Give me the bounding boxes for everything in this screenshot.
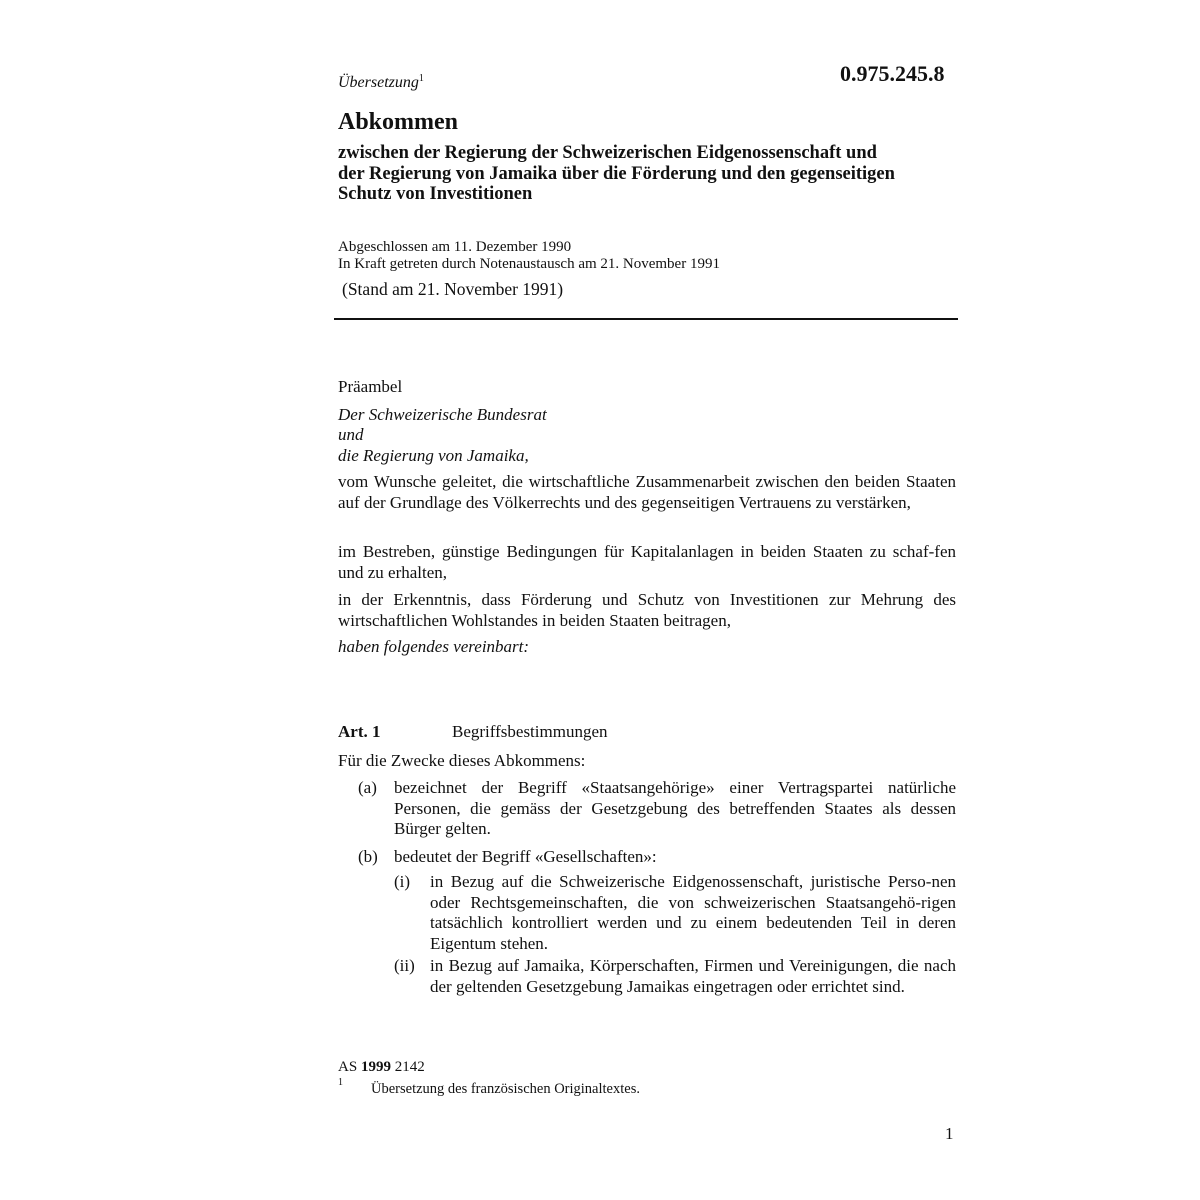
item-b-ii-label: (ii) bbox=[394, 956, 415, 975]
document-title: Abkommen bbox=[338, 109, 459, 135]
as-page: 2142 bbox=[394, 1059, 425, 1075]
page-number: 1 bbox=[945, 1124, 954, 1143]
preamble-paragraph-1: vom Wunsche geleitet, die wirtschaftliche Zusammenarbeit zwischen den beiden Staaten auf der Grundlage des Völkerrechts und des gegenseitigen Vertrauens zu verstärken, bbox=[338, 472, 956, 512]
in-force-date: In Kraft getreten durch Notenaustausch am 21. November 1991 bbox=[338, 256, 720, 272]
article-number: Art. 1 bbox=[338, 722, 381, 741]
document-subtitle: zwischen der Regierung der Schweizerischen Eidgenossenschaft und der Regierung von Jamaika über die Förderung und den gegenseitigen Schutz von Investitionen bbox=[338, 143, 895, 204]
as-year: 1999 bbox=[360, 1059, 391, 1075]
preamble-paragraph-3: in der Erkenntnis, dass Förderung und Schutz von Investitionen zur Mehrung des wirtschaftlichen Wohlstandes in beiden Staaten beitragen, bbox=[338, 590, 956, 630]
item-b-label: (b) bbox=[358, 847, 378, 866]
footnote-ref[interactable]: 1 bbox=[418, 73, 424, 84]
translation-label bbox=[338, 74, 424, 92]
item-b-text: bedeutet der Begriff «Gesellschaften»: bbox=[394, 847, 657, 866]
as-prefix: AS bbox=[338, 1059, 358, 1075]
party-2: die Regierung von Jamaika, bbox=[338, 446, 529, 465]
sr-number: 0.975.245.8 bbox=[840, 61, 945, 86]
translation-label-text: Übersetzung bbox=[338, 74, 419, 91]
item-b-i-text: in Bezug auf die Schweizerische Eidgenossenschaft, juristische Perso-nen oder Rechtsgemeinschaften, die von schweizerischen Staatsangehö-rigen tatsächlich kontrolliert werden und zu einem bedeutenden Teil in deren Eigentum stehen. bbox=[430, 872, 956, 953]
item-b-i-label: (i) bbox=[394, 872, 411, 891]
footnote-number: 1 bbox=[338, 1077, 343, 1088]
official-collection-reference bbox=[338, 1059, 425, 1076]
preamble-closing: haben folgendes vereinbart: bbox=[338, 637, 530, 656]
preamble-heading: Präambel bbox=[338, 377, 403, 396]
item-a-label: (a) bbox=[358, 778, 377, 797]
article-title: Begriffsbestimmungen bbox=[452, 722, 608, 741]
header-divider bbox=[334, 318, 958, 320]
party-1: Der Schweizerische Bundesrat bbox=[338, 405, 547, 424]
article-intro: Für die Zwecke dieses Abkommens: bbox=[338, 751, 586, 770]
preamble-paragraph-2: im Bestreben, günstige Bedingungen für Kapitalanlagen in beiden Staaten zu schaf-fen und zu erhalten, bbox=[338, 542, 956, 582]
item-b-ii-text: in Bezug auf Jamaika, Körperschaften, Firmen und Vereinigungen, die nach der geltenden Gesetzgebung Jamaikas eingetragen oder errichtet sind. bbox=[430, 956, 956, 996]
concluded-date: Abgeschlossen am 11. Dezember 1990 bbox=[338, 239, 572, 255]
item-a-text: bezeichnet der Begriff «Staatsangehörige» einer Vertragspartei natürliche Personen, die gemäss der Gesetzgebung des betreffenden Staates als dessen Bürger gelten. bbox=[394, 778, 956, 838]
status-date: (Stand am 21. November 1991) bbox=[342, 279, 564, 299]
footnote-text: Übersetzung des französischen Originaltextes. bbox=[371, 1081, 640, 1097]
conjunction: und bbox=[338, 425, 364, 444]
